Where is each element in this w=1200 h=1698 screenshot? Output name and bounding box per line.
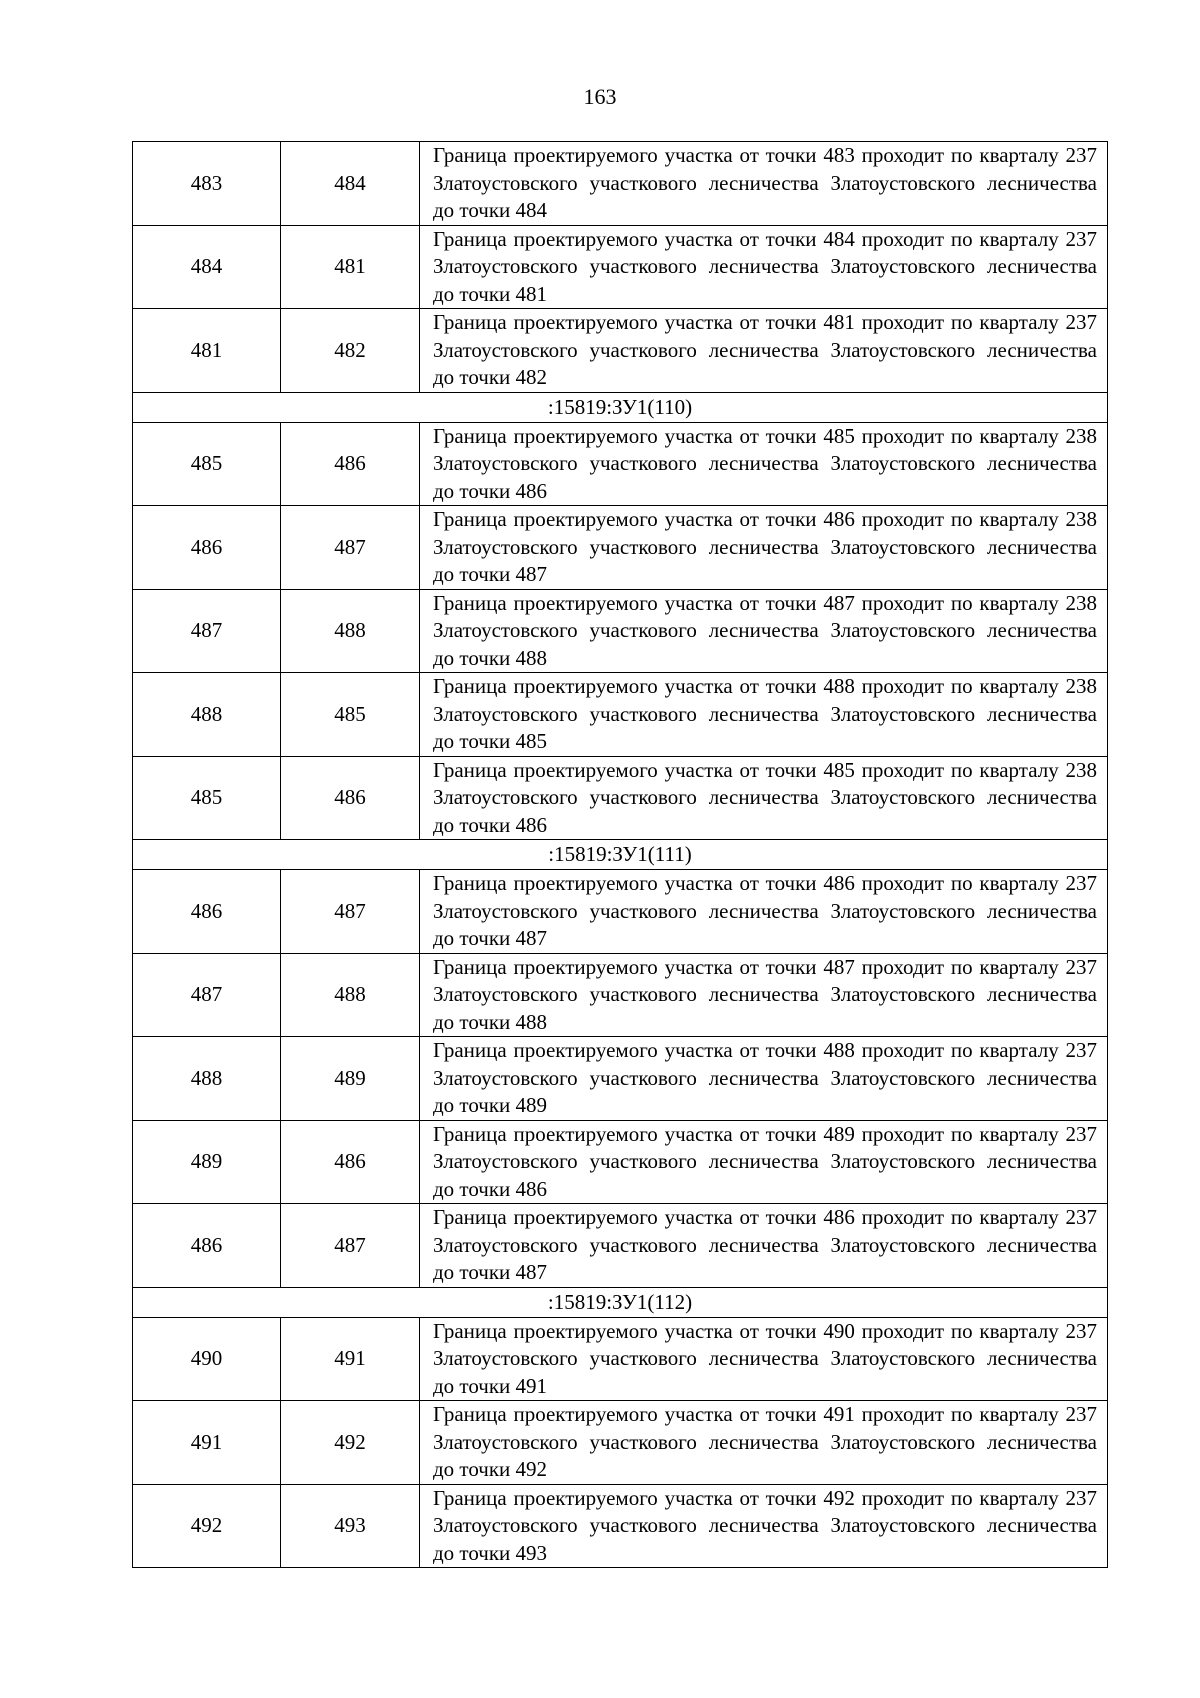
to-point-cell: 489 xyxy=(281,1037,420,1121)
description-cell: Граница проектируемого участка от точки 485 проходит по кварталу 238 Златоустовского участкового лесничества Златоустовского лесничества до точки 486 xyxy=(420,756,1108,840)
table-row xyxy=(133,673,1108,757)
description-cell: Граница проектируемого участка от точки 481 проходит по кварталу 237 Златоустовского участкового лесничества Златоустовского лесничества до точки 482 xyxy=(420,309,1108,393)
from-point-cell: 486 xyxy=(133,870,281,954)
page-number: 163 xyxy=(583,84,617,109)
description-cell: Граница проектируемого участка от точки 488 проходит по кварталу 237 Златоустовского участкового лесничества Златоустовского лесничества до точки 489 xyxy=(420,1037,1108,1121)
to-point-cell: 487 xyxy=(281,506,420,590)
description-cell: Граница проектируемого участка от точки 488 проходит по кварталу 238 Златоустовского участкового лесничества Златоустовского лесничества до точки 485 xyxy=(420,673,1108,757)
section-header-cell: :15819:ЗУ1(110) xyxy=(133,392,1108,422)
table-row xyxy=(133,1120,1108,1204)
section-header-row xyxy=(133,840,1108,870)
to-point-cell: 486 xyxy=(281,756,420,840)
description-cell: Граница проектируемого участка от точки 491 проходит по кварталу 237 Златоустовского участкового лесничества Златоустовского лесничества до точки 492 xyxy=(420,1401,1108,1485)
from-point-cell: 490 xyxy=(133,1317,281,1401)
from-point-cell: 484 xyxy=(133,225,281,309)
to-point-cell: 486 xyxy=(281,422,420,506)
description-cell: Граница проектируемого участка от точки 485 проходит по кварталу 238 Златоустовского участкового лесничества Златоустовского лесничества до точки 486 xyxy=(420,422,1108,506)
to-point-cell: 484 xyxy=(281,142,420,226)
to-point-cell: 491 xyxy=(281,1317,420,1401)
to-point-cell: 492 xyxy=(281,1401,420,1485)
description-cell: Граница проектируемого участка от точки 484 проходит по кварталу 237 Златоустовского участкового лесничества Златоустовского лесничества до точки 481 xyxy=(420,225,1108,309)
from-point-cell: 485 xyxy=(133,756,281,840)
table-row xyxy=(133,309,1108,393)
from-point-cell: 486 xyxy=(133,1204,281,1288)
section-header-row xyxy=(133,1287,1108,1317)
description-cell: Граница проектируемого участка от точки 487 проходит по кварталу 237 Златоустовского участкового лесничества Златоустовского лесничества до точки 488 xyxy=(420,953,1108,1037)
to-point-cell: 487 xyxy=(281,870,420,954)
section-header-cell: :15819:ЗУ1(112) xyxy=(133,1287,1108,1317)
table-row xyxy=(133,422,1108,506)
table-row xyxy=(133,589,1108,673)
section-header-cell: :15819:ЗУ1(111) xyxy=(133,840,1108,870)
table-row xyxy=(133,1037,1108,1121)
description-cell: Граница проектируемого участка от точки 492 проходит по кварталу 237 Златоустовского участкового лесничества Златоустовского лесничества до точки 493 xyxy=(420,1484,1108,1568)
table-row xyxy=(133,142,1108,226)
table-row xyxy=(133,870,1108,954)
section-header-row xyxy=(133,392,1108,422)
to-point-cell: 488 xyxy=(281,953,420,1037)
table-row xyxy=(133,1317,1108,1401)
from-point-cell: 491 xyxy=(133,1401,281,1485)
description-cell: Граница проектируемого участка от точки 486 проходит по кварталу 237 Златоустовского участкового лесничества Златоустовского лесничества до точки 487 xyxy=(420,1204,1108,1288)
table-row xyxy=(133,1401,1108,1485)
table-row xyxy=(133,506,1108,590)
description-cell: Граница проектируемого участка от точки 486 проходит по кварталу 237 Златоустовского участкового лесничества Златоустовского лесничества до точки 487 xyxy=(420,870,1108,954)
boundary-table xyxy=(132,141,1108,1568)
from-point-cell: 481 xyxy=(133,309,281,393)
from-point-cell: 488 xyxy=(133,1037,281,1121)
to-point-cell: 493 xyxy=(281,1484,420,1568)
description-cell: Граница проектируемого участка от точки 487 проходит по кварталу 238 Златоустовского участкового лесничества Златоустовского лесничества до точки 488 xyxy=(420,589,1108,673)
from-point-cell: 485 xyxy=(133,422,281,506)
to-point-cell: 482 xyxy=(281,309,420,393)
to-point-cell: 488 xyxy=(281,589,420,673)
table-row xyxy=(133,225,1108,309)
description-cell: Граница проектируемого участка от точки 483 проходит по кварталу 237 Златоустовского участкового лесничества Златоустовского лесничества до точки 484 xyxy=(420,142,1108,226)
description-cell: Граница проектируемого участка от точки 490 проходит по кварталу 237 Златоустовского участкового лесничества Златоустовского лесничества до точки 491 xyxy=(420,1317,1108,1401)
table-row xyxy=(133,953,1108,1037)
from-point-cell: 487 xyxy=(133,589,281,673)
to-point-cell: 486 xyxy=(281,1120,420,1204)
from-point-cell: 483 xyxy=(133,142,281,226)
description-cell: Граница проектируемого участка от точки 486 проходит по кварталу 238 Златоустовского участкового лесничества Златоустовского лесничества до точки 487 xyxy=(420,506,1108,590)
from-point-cell: 486 xyxy=(133,506,281,590)
description-cell: Граница проектируемого участка от точки 489 проходит по кварталу 237 Златоустовского участкового лесничества Златоустовского лесничества до точки 486 xyxy=(420,1120,1108,1204)
to-point-cell: 487 xyxy=(281,1204,420,1288)
to-point-cell: 485 xyxy=(281,673,420,757)
table-row xyxy=(133,756,1108,840)
table-row xyxy=(133,1484,1108,1568)
from-point-cell: 489 xyxy=(133,1120,281,1204)
from-point-cell: 488 xyxy=(133,673,281,757)
from-point-cell: 487 xyxy=(133,953,281,1037)
table-row xyxy=(133,1204,1108,1288)
to-point-cell: 481 xyxy=(281,225,420,309)
from-point-cell: 492 xyxy=(133,1484,281,1568)
